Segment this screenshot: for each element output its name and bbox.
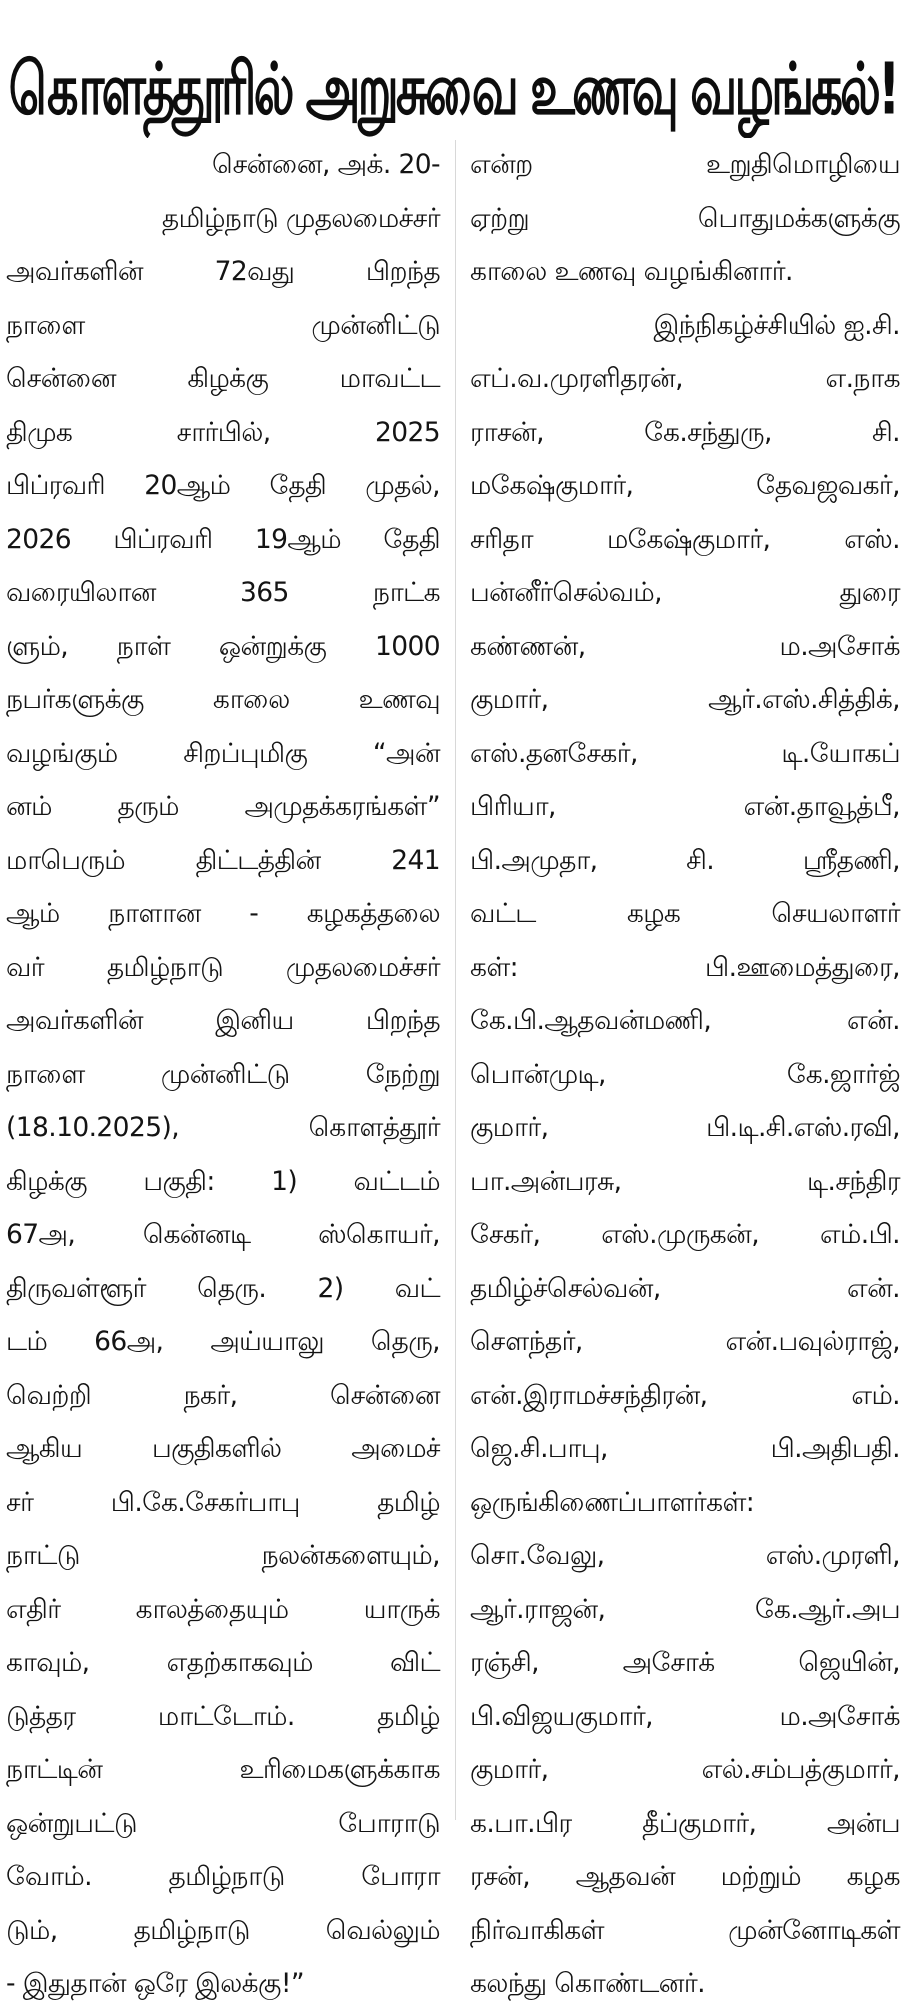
text-line: நாட்டு நலன்களையும், — [6, 1540, 440, 1571]
text-line: ளும், நாள் ஒன்றுக்கு 1000 — [6, 630, 440, 662]
text-line: வட்ட கழக செயலாளர் — [470, 898, 900, 929]
text-line: பன்னீர்செல்வம், துரை — [470, 577, 900, 608]
text-line: - இதுதான் ஒரே இலக்கு!” — [6, 1968, 304, 1999]
text-line: ராசன், கே.சந்துரு, சி. — [470, 416, 900, 448]
text-line: சென்னை கிழக்கு மாவட்ட — [6, 363, 440, 394]
text-line: ஆர்.ராஜன், கே.ஆர்.அப — [470, 1593, 900, 1625]
text-line: சர் பி.கே.சேகர்பாபு தமிழ் — [6, 1486, 440, 1518]
text-line: குமார், எல்.சம்பத்குமார், — [470, 1754, 900, 1785]
text-line: டுத்தர மாட்டோம். தமிழ் — [6, 1700, 440, 1732]
text-line: டம் 66அ, அய்யாலு தெரு, — [6, 1326, 440, 1357]
text-line: என்ற உறுதிமொழியை — [470, 149, 900, 180]
text-line: எப்.வ.முரளிதரன், எ.நாக — [470, 363, 900, 394]
text-line: ஒருங்கிணைப்பாளர்கள்: — [470, 1486, 755, 1518]
text-line: வர் தமிழ்நாடு முதலமைச்சர் — [6, 951, 440, 983]
text-line: என்.இராமச்சந்திரன், எம். — [470, 1379, 900, 1411]
text-line: மாபெரும் திட்டத்தின் 241 — [6, 844, 440, 876]
text-line: குமார், பி.டி.சி.எஸ்.ரவி, — [470, 1112, 900, 1143]
text-line: இந்நிகழ்ச்சியில் ஐ.சி. — [653, 309, 900, 341]
text-line: திருவள்ளூர் தெரு. 2) வட் — [6, 1272, 440, 1304]
text-line: பா.அன்பரசு, டி.சந்திர — [470, 1165, 900, 1197]
text-line: திமுக சார்பில், 2025 — [6, 416, 440, 448]
text-line: தமிழ்நாடு முதலமைச்சர் — [161, 202, 440, 234]
text-line: எதிர் காலத்தையும் யாருக் — [6, 1593, 440, 1625]
text-line: சௌந்தர், என்.பவுல்ராஜ், — [470, 1326, 900, 1357]
text-line: கே.பி.ஆதவன்மணி, என். — [470, 1005, 900, 1036]
text-line: அவர்களின் 72வது பிறந்த — [6, 256, 440, 287]
text-line: சேகர், எஸ்.முருகன், எம்.பி. — [470, 1219, 900, 1250]
text-line: அவர்களின் இனிய பிறந்த — [6, 1005, 440, 1036]
text-line: கள்: பி.ஊமைத்துரை, — [470, 951, 900, 983]
text-line: நபர்களுக்கு காலை உணவு — [6, 684, 440, 715]
text-line: டும், தமிழ்நாடு வெல்லும் — [6, 1914, 440, 1946]
text-line: பொன்முடி, கே.ஜார்ஜ் — [470, 1058, 900, 1090]
text-line: னம் தரும் அமுதக்கரங்கள்” — [6, 791, 440, 822]
text-line: சென்னை, அக். 20- — [212, 149, 440, 180]
text-line: காவும், எதற்காகவும் விட் — [6, 1647, 440, 1678]
text-line: பி.அமுதா, சி. ஸ்ரீதணி, — [470, 844, 900, 876]
headline-text: கொளத்தூரில் அறுசுவை உணவு வழங்கல்! — [8, 45, 898, 130]
text-line: கண்ணன், ம.அசோக் — [470, 630, 900, 662]
text-line: வழங்கும் சிறப்புமிகு “அன் — [6, 737, 440, 769]
text-line: ஆம் நாளான - கழகத்தலை — [6, 898, 440, 929]
text-line: ஏற்று பொதுமக்களுக்கு — [470, 202, 900, 234]
text-line: ஜெ.சி.பாபு, பி.அதிபதி. — [470, 1433, 900, 1464]
text-line: கிழக்கு பகுதி: 1) வட்டம் — [6, 1165, 440, 1197]
text-line: பிப்ரவரி 20ஆம் தேதி முதல், — [6, 470, 440, 501]
text-line: குமார், ஆர்.எஸ்.சித்திக், — [470, 684, 900, 715]
text-line: கலந்து கொண்டனர். — [470, 1968, 705, 1999]
text-line: ஆகிய பகுதிகளில் அமைச் — [6, 1433, 440, 1464]
text-line: ரஞ்சி, அசோக் ஜெயின், — [470, 1647, 900, 1678]
text-line: நாளை முன்னிட்டு நேற்று — [6, 1058, 440, 1090]
text-line: தமிழ்ச்செல்வன், என். — [470, 1272, 900, 1304]
right-column — [470, 138, 900, 1999]
left-column — [6, 138, 440, 1999]
text-line: எஸ்.தனசேகர், டி.யோகப் — [470, 737, 900, 769]
column-divider — [455, 140, 456, 1820]
text-line: வெற்றி நகர், சென்னை — [6, 1379, 440, 1411]
text-line: சரிதா மகேஷ்குமார், எஸ். — [470, 523, 900, 555]
text-line: க.பா.பிர தீப்குமார், அன்ப — [470, 1807, 900, 1839]
text-line: (18.10.2025), கொளத்தூர் — [6, 1112, 440, 1143]
text-line: காலை உணவு வழங்கினார். — [470, 256, 793, 287]
text-line: ஒன்றுபட்டு போராடு — [6, 1807, 440, 1839]
text-line: 2026 பிப்ரவரி 19ஆம் தேதி — [6, 523, 440, 555]
text-line: நிர்வாகிகள் முன்னோடிகள் — [470, 1914, 900, 1946]
text-line: வரையிலான 365 நாட்க — [6, 577, 440, 608]
text-line: நாளை முன்னிட்டு — [6, 309, 440, 341]
text-line: பி.விஜயகுமார், ம.அசோக் — [470, 1700, 900, 1732]
text-line: மகேஷ்குமார், தேவஜவகர், — [470, 470, 900, 501]
text-line: பிரியா, என்.தாவூத்பீ, — [470, 791, 900, 822]
text-line: சொ.வேலு, எஸ்.முரளி, — [470, 1540, 900, 1571]
text-line: 67அ, கென்னடி ஸ்கொயர், — [6, 1219, 440, 1250]
text-line: வோம். தமிழ்நாடு போரா — [6, 1861, 440, 1892]
text-line: ரசன், ஆதவன் மற்றும் கழக — [470, 1861, 900, 1892]
text-line: நாட்டின் உரிமைகளுக்காக — [6, 1754, 440, 1785]
